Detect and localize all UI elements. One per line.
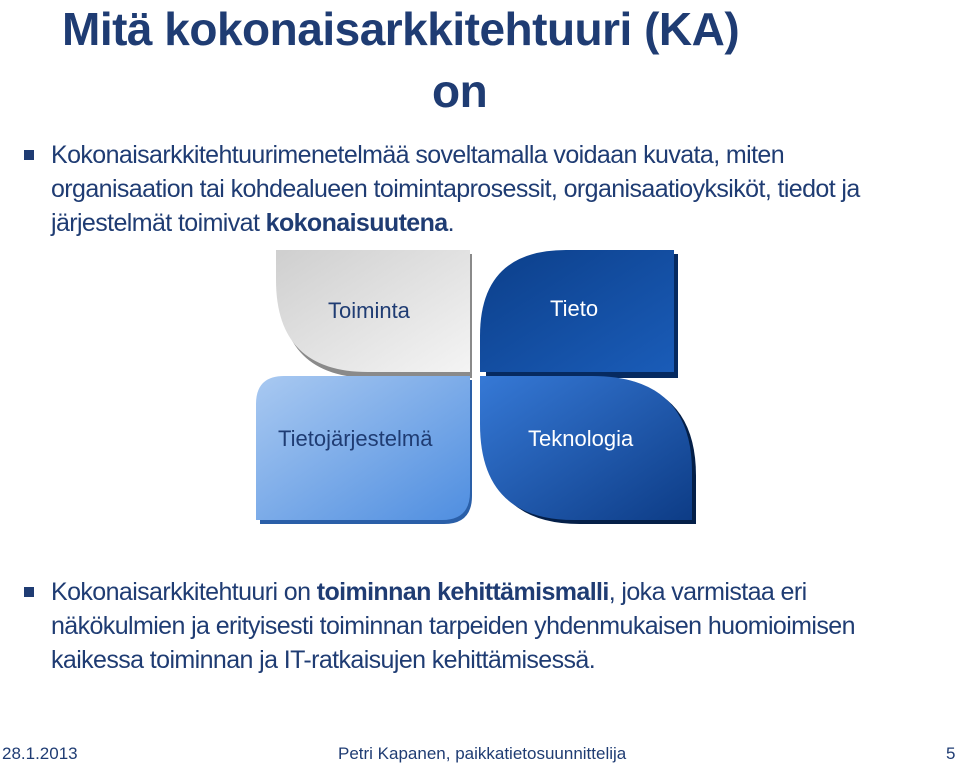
quadrant-label-toiminta: Toiminta [328,298,410,323]
slide-title-line2: on [432,65,488,117]
quadrant-label-teknologia: Teknologia [528,426,634,451]
ka-quadrant-diagram [250,248,700,528]
footer-page-number: 5 [946,744,956,763]
footer-author: Petri Kapanen, paikkatietosuunnittelija [338,744,627,763]
quadrant-shapes [250,248,700,528]
bullet-2-bold: toiminnan kehittämismalli [316,578,609,606]
bullet-square-icon [24,150,34,160]
slide-footer [0,744,960,766]
bullet-1-post: . [447,209,454,237]
bullet-square-icon [24,587,34,597]
bullet-1-text [51,138,931,240]
quadrant-label-tietojarjestelma: Tietojärjestelmä [278,426,433,451]
footer-date: 28.1.2013 [2,744,78,763]
quadrant-label-tieto: Tieto [550,296,599,321]
bullet-1-pre: Kokonaisarkkitehtuurimenetelmää soveltamalla voidaan kuvata, miten organisaation tai kohdealueen toimintaprosessit, organisaatioyksiköt, tiedot ja järjestelmät toimivat [51,141,860,237]
slide-title-line1: Mitä kokonaisarkkitehtuuri (KA) [62,3,740,55]
bullet-2-post: , joka varmistaa eri näkökulmien ja erityisesti toiminnan tarpeiden yhdenmukaisen huomioimisen kaikessa toiminnan ja IT-ratkaisujen kehittämisessä. [51,578,855,674]
bullet-2-pre: Kokonaisarkkitehtuuri on [51,578,317,606]
bullet-2-text [51,575,931,677]
bullet-1-bold: kokonaisuutena [265,209,448,237]
